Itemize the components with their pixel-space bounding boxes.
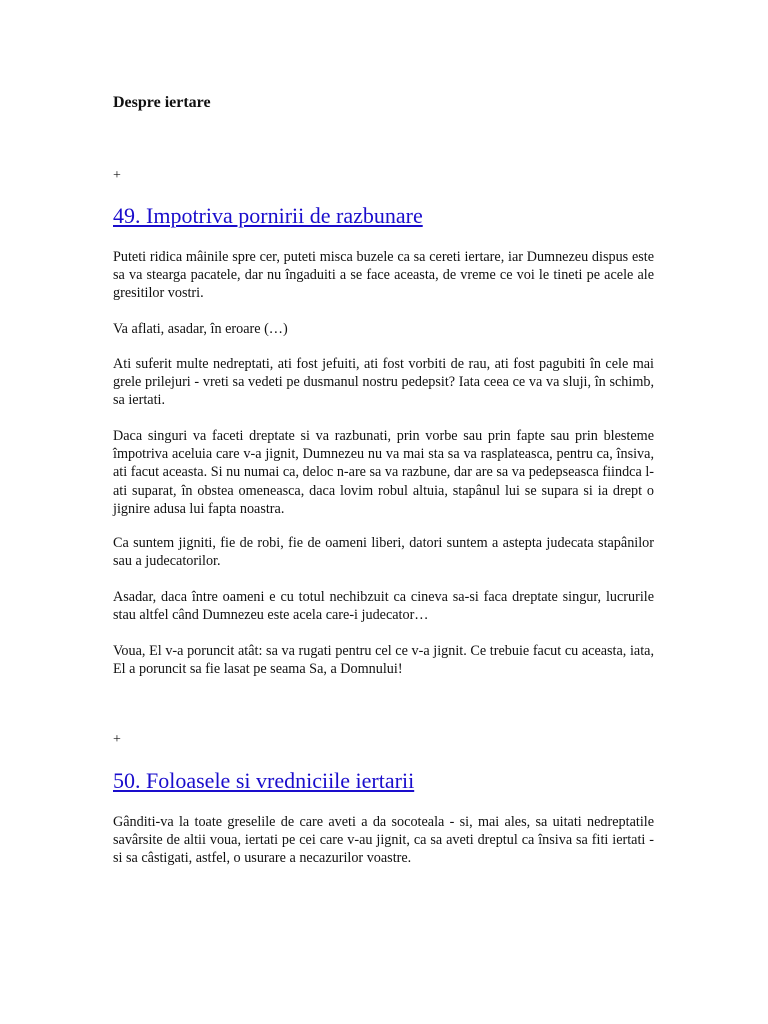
paragraph: Gânditi-va la toate greselile de care aveti a da socoteala - si, mai ales, sa uitati nedreptatile savârsite de altii voua, iertati pe cei care v-au jignit, ca sa aveti dreptul ca însiva sa fiti iertati - si sa câstigati, astfel, o usurare a necazurilor voastre.	[113, 814, 654, 867]
section-heading-50	[113, 767, 414, 795]
paragraph: Voua, El v-a poruncit atât: sa va rugati pentru cel ce v-a jignit. Ce trebuie facut cu aceasta, iata, El a poruncit sa fie lasat pe seama Sa, a Domnului!	[113, 643, 654, 678]
section-heading-49	[113, 202, 423, 230]
paragraph: Puteti ridica mâinile spre cer, puteti misca buzele ca sa cereti iertare, iar Dumnezeu dispus este sa va stearga pacatele, dar nu îngaduiti a se face aceasta, de vreme ce voi le tineti pe acele ale gresitilor vostri.	[113, 249, 654, 302]
paragraph: Daca singuri va faceti dreptate si va razbunati, prin vorbe sau prin fapte sau prin blesteme împotriva aceluia care v-a jignit, Dumnezeu nu va mai sta sa va rasplateasca, pentru ca, însiva, ati facut aceasta. Si nu numai ca, deloc n-are sa va razbune, dar are sa va pedepseasca fiindca l-ati suparat, în obstea omeneasca, daca lovim robul altuia, stapânul lui se supara si ia drept o jignire adusa lui fapta noastra.	[113, 428, 654, 517]
section-marker: +	[113, 732, 121, 747]
section-marker: +	[113, 168, 121, 183]
paragraph: Ca suntem jigniti, fie de robi, fie de oameni liberi, datori suntem a astepta judecata stapânilor sau a judecatorilor.	[113, 535, 654, 570]
paragraph: Ati suferit multe nedreptati, ati fost jefuiti, ati fost vorbiti de rau, ati fost pagubiti în cele mai grele prilejuri - vreti sa vedeti pe dusmanul nostru pedepsit? Iata ceea ce va va sluji, în schimb, sa iertati.	[113, 356, 654, 409]
section-heading-link-49[interactable]: 49. Impotriva pornirii de razbunare	[113, 203, 423, 228]
document-title: Despre iertare	[113, 94, 211, 111]
paragraph: Asadar, daca între oameni e cu totul nechibzuit ca cineva sa-si faca dreptate singur, lucrurile stau altfel când Dumnezeu este acela care-i judecator…	[113, 589, 654, 624]
paragraph: Va aflati, asadar, în eroare (…)	[113, 321, 288, 337]
section-heading-link-50[interactable]: 50. Foloasele si vredniciile iertarii	[113, 768, 415, 793]
